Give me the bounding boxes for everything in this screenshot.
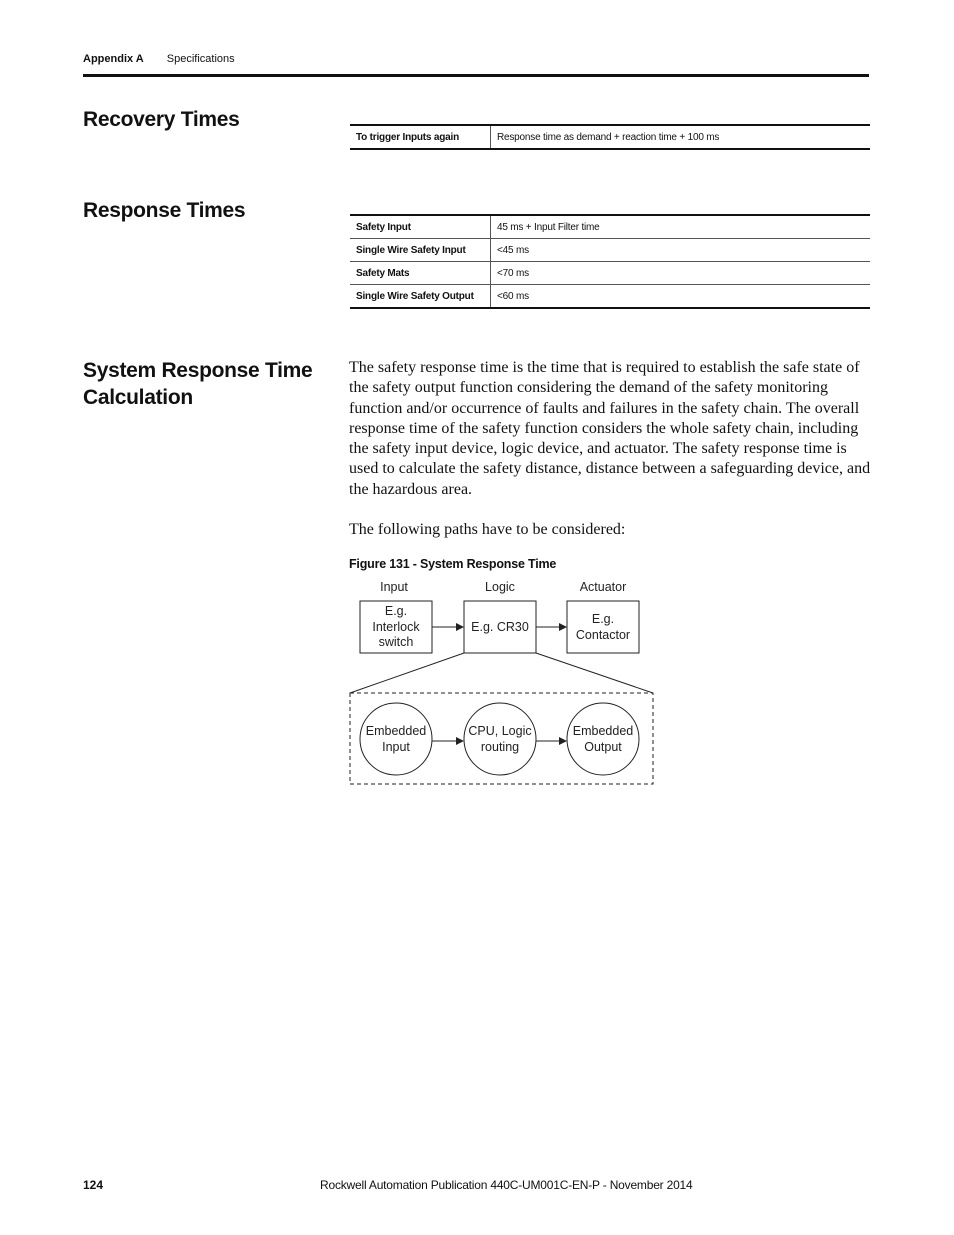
input-box-line-3: switch xyxy=(378,635,414,649)
paragraph-safety-response: The safety response time is the time that is required to establish the safe state of the safety output function considering the demand of the safety monitoring function and/or occurrence of faults and failures in the safety chain. The overall response time of the safety function considers the whole safety chain, including the safety input device, logic device, and actuator. The safety response time is used to calculate the safety distance, distance between a safeguarding device, and the hazardous area. xyxy=(349,359,871,498)
row-value: <45 ms xyxy=(491,239,871,262)
header-rule xyxy=(83,74,869,77)
logic-box-label: E.g. CR30 xyxy=(471,620,529,634)
table-row xyxy=(350,285,870,309)
section-label: Specifications xyxy=(166,53,235,65)
row-value: <70 ms xyxy=(491,262,871,285)
embedded-output-line-2: Output xyxy=(584,740,622,754)
zoom-line-right xyxy=(536,653,653,693)
input-header: Input xyxy=(380,580,408,594)
table-row xyxy=(350,262,870,285)
row-label: Single Wire Safety Output xyxy=(350,285,491,309)
table-row xyxy=(350,215,870,239)
cpu-logic-circle xyxy=(464,703,536,775)
figure-caption: Figure 131 - System Response Time xyxy=(349,557,557,571)
row-label: Safety Input xyxy=(350,215,491,239)
actuator-box-line-2: Contactor xyxy=(575,628,631,642)
embedded-output-circle xyxy=(567,703,639,775)
title-line-1: System Response Time xyxy=(83,359,313,382)
logic-header: Logic xyxy=(485,580,515,594)
embedded-input-line-1: Embedded xyxy=(365,724,427,738)
publication-info: Rockwell Automation Publication 440C-UM001C-EN-P - November 2014 xyxy=(320,1178,693,1192)
recovery-times-table xyxy=(350,124,870,150)
table-row xyxy=(350,239,870,262)
input-box-line-1: E.g. xyxy=(384,604,408,618)
embedded-input-circle xyxy=(360,703,432,775)
row-label: Single Wire Safety Input xyxy=(350,239,491,262)
table-row xyxy=(350,125,870,149)
page-number: 124 xyxy=(83,1178,104,1192)
row-label: Safety Mats xyxy=(350,262,491,285)
cpu-logic-line-2: routing xyxy=(480,740,520,754)
row-value: <60 ms xyxy=(497,290,529,302)
cpu-logic-line-1: CPU, Logic xyxy=(468,724,532,738)
row-label: To trigger Inputs again xyxy=(350,125,491,149)
appendix-label: Appendix A xyxy=(83,53,144,65)
input-box-line-2: Interlock xyxy=(372,620,420,634)
system-response-title xyxy=(83,357,312,411)
row-value: 45 ms + Input Filter time xyxy=(491,215,871,239)
paragraph-paths: The following paths have to be considered: xyxy=(349,521,626,538)
embedded-output-line-1: Embedded xyxy=(572,724,634,738)
title-line-2: Calculation xyxy=(83,386,193,409)
recovery-times-title: Recovery Times xyxy=(83,108,240,131)
actuator-header: Actuator xyxy=(579,580,627,594)
system-response-diagram xyxy=(340,575,670,790)
response-times-title: Response Times xyxy=(83,199,246,222)
row-value: Response time as demand + reaction time + 100 ms xyxy=(497,131,720,143)
actuator-device-box xyxy=(567,601,639,653)
page-header xyxy=(83,53,235,65)
zoom-line-left xyxy=(350,653,464,693)
response-times-table xyxy=(350,214,870,309)
actuator-box-line-1: E.g. xyxy=(591,612,615,626)
embedded-input-line-2: Input xyxy=(382,740,410,754)
